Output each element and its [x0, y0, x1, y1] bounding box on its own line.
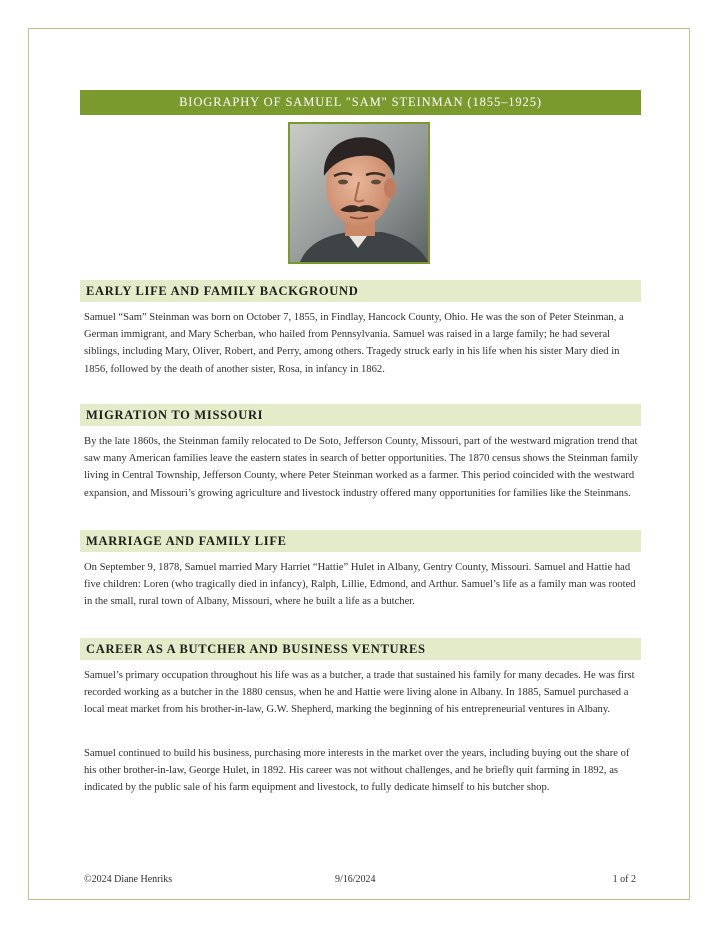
paragraph-marriage: On September 9, 1878, Samuel married Mary Harriet “Hattie” Hulet in Albany, Gentry County, Missouri. Samuel and Hattie had five children: Loren (who tragically died in infancy), Ralph, Lillie, Edmond, and Arthur. Samuel’s life as a family man was rooted in the small, rural town of Albany, Missouri, where he built a life as a butcher. — [84, 562, 636, 608]
portrait-photo — [288, 122, 430, 264]
footer-page-number: 1 of 2 — [612, 874, 636, 885]
section-heading-career: CAREER AS A BUTCHER AND BUSINESS VENTURES — [80, 638, 641, 660]
portrait-illustration — [290, 124, 428, 262]
paragraph-early-life: Samuel “Sam” Steinman was born on October 7, 1855, in Findlay, Hancock County, Ohio. He was the son of Peter Steinman, a German immigrant, and Mary Scherban, who hailed from Pennsylvania. Samuel was raised in a large family; he had several siblings, including Mary, Oliver, Robert, and Perry, among others. Tragedy struck early in his life when his sister Mary died in 1856, followed by the death of another sister, Rosa, in infancy in 1862. — [84, 312, 624, 375]
section-heading-early-life: EARLY LIFE AND FAMILY BACKGROUND — [80, 280, 641, 302]
section-heading-migration: MIGRATION TO MISSOURI — [80, 404, 641, 426]
footer-copyright: ©2024 Diane Henriks — [84, 874, 173, 885]
paragraph-career-1: Samuel’s primary occupation throughout his life was as a butcher, a trade that sustained his family for many decades. He was first recorded working as a butcher in the 1880 census, when he and Hattie were living alone in Albany. In 1885, Samuel purchased a local meat market from his brother-in-law, G.W. Shepherd, marking the beginning of his entrepreneurial ventures in Albany. — [84, 670, 635, 716]
section-heading-marriage: MARRIAGE AND FAMILY LIFE — [80, 530, 641, 552]
paragraph-career-2: Samuel continued to build his business, purchasing more interests in the market over the years, including buying out the share of his other brother-in-law, George Hulet, in 1892. His career was not without challenges, and he briefly quit farming in 1892, as indicated by the public sale of his farm equipment and livestock, to fully dedicate himself to his butcher shop. — [84, 748, 630, 794]
footer-date: 9/16/2024 — [335, 874, 376, 885]
paragraph-migration: By the late 1860s, the Steinman family relocated to De Soto, Jefferson County, Missouri, part of the westward migration trend that saw many American families leave the eastern states in search of better opportunities. The 1870 census shows the Steinman family living in Central Township, Jefferson County, where Peter Steinman worked as a farmer. This period coincided with the westward expansion, and Missouri’s growing agriculture and livestock industry offered many opportunities for families like the Steinmans. — [84, 436, 639, 499]
document-title: BIOGRAPHY OF SAMUEL "SAM" STEINMAN (1855–1925) — [80, 90, 641, 115]
